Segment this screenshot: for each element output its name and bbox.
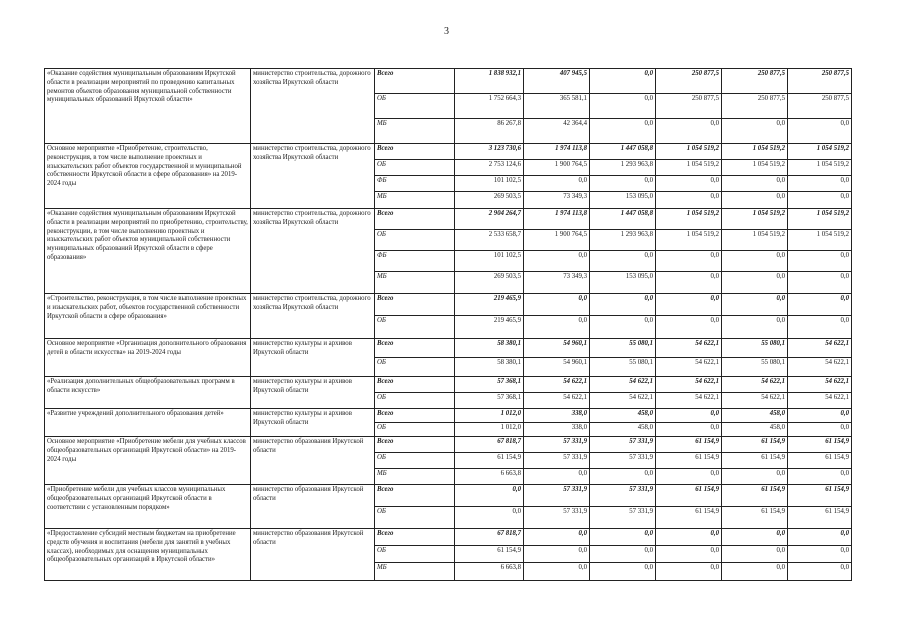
funding-source: Всего	[375, 529, 455, 546]
amount-year: 57 331,9	[524, 507, 590, 529]
funding-source: ОБ	[375, 423, 455, 437]
amount-year: 338,0	[524, 423, 590, 437]
amount-total: 0,0	[455, 485, 524, 507]
amount-year: 73 349,3	[524, 272, 590, 294]
amount-year: 61 154,9	[722, 507, 788, 529]
amount-year: 0,0	[722, 546, 788, 563]
amount-year: 54 622,1	[722, 393, 788, 409]
amount-year: 54 622,1	[656, 393, 722, 409]
amount-year: 54 622,1	[656, 339, 722, 358]
amount-year: 0,0	[788, 316, 852, 339]
program-executor: министерство культуры и архивов Иркутской области	[251, 377, 375, 409]
budget-row	[45, 437, 852, 453]
amount-year: 1 054 519,2	[656, 209, 722, 230]
amount-year: 55 080,1	[722, 339, 788, 358]
amount-year: 250 877,5	[788, 94, 852, 119]
budget-row	[45, 409, 852, 423]
amount-year: 54 622,1	[788, 358, 852, 377]
amount-year: 57 331,9	[590, 485, 656, 507]
amount-year: 0,0	[524, 469, 590, 485]
amount-year: 0,0	[590, 469, 656, 485]
amount-year: 0,0	[656, 423, 722, 437]
funding-source: МБ	[375, 469, 455, 485]
amount-year: 57 331,9	[524, 437, 590, 453]
program-executor: министерство образования Иркутской области	[251, 437, 375, 485]
amount-year: 54 960,1	[524, 339, 590, 358]
amount-year: 0,0	[656, 409, 722, 423]
amount-year: 0,0	[524, 176, 590, 192]
amount-year: 54 622,1	[656, 377, 722, 393]
amount-year: 1 054 519,2	[788, 209, 852, 230]
amount-year: 458,0	[590, 409, 656, 423]
amount-year: 1 054 519,2	[656, 144, 722, 160]
amount-year: 0,0	[656, 546, 722, 563]
amount-year: 1 054 519,2	[722, 160, 788, 176]
amount-total: 0,0	[455, 507, 524, 529]
amount-year: 0,0	[656, 563, 722, 581]
budget-row	[45, 377, 852, 393]
program-executor: министерство строительства, дорожного хозяйства Иркутской области	[251, 209, 375, 294]
program-name: «Реализация дополнительных общеобразовательных программ в области искусств»	[45, 377, 251, 409]
amount-year: 0,0	[656, 316, 722, 339]
program-name: «Строительство, реконструкция, в том числе выполнение проектных и изыскательских работ, объектов государственной собственности Иркутской области в сфере образования»	[45, 294, 251, 339]
amount-total: 219 465,9	[455, 294, 524, 316]
funding-source: Всего	[375, 294, 455, 316]
amount-total: 1 012,0	[455, 423, 524, 437]
program-name: Основное мероприятие «Организация дополнительного образования детей в области искусства» на 2019-2024 годы	[45, 339, 251, 377]
amount-year: 0,0	[656, 272, 722, 294]
amount-total: 269 503,5	[455, 272, 524, 294]
funding-source: ОБ	[375, 453, 455, 469]
amount-year: 0,0	[788, 251, 852, 272]
amount-year: 54 622,1	[788, 339, 852, 358]
program-name: «Развитие учреждений дополнительного образования детей»	[45, 409, 251, 437]
budget-table	[44, 68, 852, 581]
amount-total: 1 838 932,1	[455, 69, 524, 94]
amount-year: 0,0	[722, 119, 788, 144]
amount-year: 0,0	[524, 529, 590, 546]
funding-source: ФБ	[375, 251, 455, 272]
funding-source: ОБ	[375, 316, 455, 339]
amount-year: 1 974 113,8	[524, 144, 590, 160]
program-executor: министерство строительства, дорожного хозяйства Иркутской области	[251, 69, 375, 144]
budget-row	[45, 69, 852, 94]
funding-source: Всего	[375, 485, 455, 507]
amount-year: 54 622,1	[788, 393, 852, 409]
amount-year: 0,0	[590, 69, 656, 94]
amount-year: 365 581,1	[524, 94, 590, 119]
amount-year: 0,0	[722, 272, 788, 294]
funding-source: МБ	[375, 272, 455, 294]
amount-total: 3 123 730,6	[455, 144, 524, 160]
amount-year: 61 154,9	[722, 437, 788, 453]
amount-year: 407 945,5	[524, 69, 590, 94]
amount-total: 1 752 664,3	[455, 94, 524, 119]
program-name: Основное мероприятие «Приобретение, строительство, реконструкция, в том числе выполнение проектных и изыскательских работ объектов государственной и муниципальной собственности Иркутской области в сфере образования» на 2019-2024 годы	[45, 144, 251, 209]
amount-year: 0,0	[524, 294, 590, 316]
amount-year: 54 622,1	[656, 358, 722, 377]
budget-row	[45, 339, 852, 358]
amount-year: 57 331,9	[590, 453, 656, 469]
amount-year: 61 154,9	[722, 453, 788, 469]
amount-total: 61 154,9	[455, 453, 524, 469]
amount-year: 0,0	[590, 563, 656, 581]
budget-table-body	[45, 69, 852, 581]
amount-year: 0,0	[524, 546, 590, 563]
funding-source: Всего	[375, 409, 455, 423]
amount-year: 61 154,9	[656, 437, 722, 453]
amount-year: 61 154,9	[656, 485, 722, 507]
amount-year: 0,0	[656, 251, 722, 272]
amount-year: 54 960,1	[524, 358, 590, 377]
amount-year: 250 877,5	[722, 94, 788, 119]
amount-year: 0,0	[788, 176, 852, 192]
budget-row	[45, 209, 852, 230]
program-name: «Приобретение мебели для учебных классов муниципальных общеобразовательных организаций Иркутской области в соответствии с установленным порядком»	[45, 485, 251, 529]
amount-year: 0,0	[590, 251, 656, 272]
amount-year: 0,0	[722, 316, 788, 339]
amount-year: 0,0	[656, 119, 722, 144]
program-executor: министерство образования Иркутской области	[251, 485, 375, 529]
amount-year: 0,0	[590, 119, 656, 144]
amount-year: 55 080,1	[590, 358, 656, 377]
funding-source: МБ	[375, 563, 455, 581]
amount-year: 61 154,9	[656, 453, 722, 469]
program-name: «Оказание содействия муниципальным образованиям Иркутской области в реализации мероприятий по приобретению, строительству, реконструкции, в том числе выполнению проектных и изыскательских работ объектов муниципальной собственности муниципальных образований Иркутской области в сфере образования»	[45, 209, 251, 294]
program-name: «Предоставление субсидий местным бюджетам на приобретение средств обучения и воспитания (мебели для занятий в учебных классах), необходимых для оснащения муниципальных общеобразовательных организаций в Иркутской области»	[45, 529, 251, 581]
amount-total: 6 663,8	[455, 469, 524, 485]
amount-year: 61 154,9	[788, 485, 852, 507]
program-executor: министерство строительства, дорожного хозяйства Иркутской области	[251, 294, 375, 339]
amount-year: 458,0	[722, 423, 788, 437]
amount-year: 61 154,9	[788, 437, 852, 453]
funding-source: ОБ	[375, 230, 455, 251]
amount-year: 0,0	[788, 529, 852, 546]
funding-source: ОБ	[375, 546, 455, 563]
amount-year: 1 293 963,8	[590, 160, 656, 176]
amount-year: 1 447 058,8	[590, 209, 656, 230]
amount-year: 1 447 058,8	[590, 144, 656, 160]
funding-source: Всего	[375, 144, 455, 160]
amount-year: 0,0	[722, 469, 788, 485]
amount-year: 1 054 519,2	[788, 230, 852, 251]
amount-year: 0,0	[788, 294, 852, 316]
program-name: «Оказание содействия муниципальным образованиям Иркутской области в реализации мероприятий по проведению капитальных ремонтов объектов образования муниципальной собственности муниципальных образований Иркутской области»	[45, 69, 251, 144]
amount-year: 1 054 519,2	[788, 160, 852, 176]
amount-year: 1 900 764,5	[524, 160, 590, 176]
budget-row	[45, 529, 852, 546]
amount-year: 57 331,9	[590, 507, 656, 529]
amount-year: 0,0	[590, 546, 656, 563]
amount-year: 54 622,1	[788, 377, 852, 393]
amount-year: 61 154,9	[788, 507, 852, 529]
amount-total: 58 380,1	[455, 339, 524, 358]
amount-year: 0,0	[722, 192, 788, 209]
amount-year: 1 054 519,2	[656, 160, 722, 176]
amount-year: 0,0	[656, 294, 722, 316]
amount-total: 2 533 658,7	[455, 230, 524, 251]
amount-year: 0,0	[722, 176, 788, 192]
amount-year: 0,0	[788, 272, 852, 294]
funding-source: Всего	[375, 437, 455, 453]
amount-total: 219 465,9	[455, 316, 524, 339]
amount-year: 250 877,5	[656, 94, 722, 119]
amount-year: 250 877,5	[656, 69, 722, 94]
amount-year: 1 054 519,2	[722, 144, 788, 160]
amount-year: 0,0	[788, 469, 852, 485]
amount-total: 58 380,1	[455, 358, 524, 377]
funding-source: ОБ	[375, 160, 455, 176]
amount-year: 0,0	[788, 409, 852, 423]
amount-year: 1 054 519,2	[722, 230, 788, 251]
amount-year: 0,0	[590, 176, 656, 192]
amount-year: 54 622,1	[590, 393, 656, 409]
amount-year: 0,0	[524, 251, 590, 272]
funding-source: ОБ	[375, 358, 455, 377]
amount-year: 250 877,5	[788, 69, 852, 94]
funding-source: ОБ	[375, 507, 455, 529]
amount-total: 57 368,1	[455, 377, 524, 393]
amount-year: 54 622,1	[524, 393, 590, 409]
amount-total: 57 368,1	[455, 393, 524, 409]
amount-year: 55 080,1	[722, 358, 788, 377]
amount-year: 0,0	[656, 469, 722, 485]
amount-year: 61 154,9	[788, 453, 852, 469]
amount-year: 338,0	[524, 409, 590, 423]
amount-year: 73 349,3	[524, 192, 590, 209]
amount-year: 54 622,1	[590, 377, 656, 393]
program-executor: министерство культуры и архивов Иркутской области	[251, 339, 375, 377]
amount-total: 101 102,5	[455, 176, 524, 192]
funding-source: Всего	[375, 377, 455, 393]
amount-year: 1 293 963,8	[590, 230, 656, 251]
page-number: 3	[444, 26, 449, 37]
amount-year: 0,0	[590, 294, 656, 316]
program-executor: министерство образования Иркутской области	[251, 529, 375, 581]
amount-year: 250 877,5	[722, 69, 788, 94]
funding-source: МБ	[375, 119, 455, 144]
amount-total: 67 818,7	[455, 529, 524, 546]
amount-year: 153 095,0	[590, 272, 656, 294]
program-name: Основное мероприятие «Приобретение мебели для учебных классов общеобразовательных организаций Иркутской области» на 2019-2024 годы	[45, 437, 251, 485]
amount-year: 0,0	[524, 563, 590, 581]
amount-year: 57 331,9	[524, 485, 590, 507]
amount-year: 1 974 113,8	[524, 209, 590, 230]
amount-year: 0,0	[788, 546, 852, 563]
amount-year: 0,0	[722, 563, 788, 581]
amount-year: 54 622,1	[722, 377, 788, 393]
amount-year: 0,0	[722, 529, 788, 546]
funding-source: Всего	[375, 209, 455, 230]
amount-year: 0,0	[788, 423, 852, 437]
amount-year: 1 054 519,2	[788, 144, 852, 160]
amount-year: 42 364,4	[524, 119, 590, 144]
budget-row	[45, 294, 852, 316]
amount-year: 0,0	[656, 192, 722, 209]
amount-year: 1 054 519,2	[722, 209, 788, 230]
amount-year: 0,0	[590, 316, 656, 339]
amount-year: 1 900 764,5	[524, 230, 590, 251]
amount-year: 0,0	[656, 176, 722, 192]
amount-year: 0,0	[788, 192, 852, 209]
amount-total: 269 503,5	[455, 192, 524, 209]
amount-year: 0,0	[722, 294, 788, 316]
amount-year: 61 154,9	[656, 507, 722, 529]
amount-total: 61 154,9	[455, 546, 524, 563]
amount-year: 1 054 519,2	[656, 230, 722, 251]
funding-source: Всего	[375, 339, 455, 358]
amount-total: 2 753 124,6	[455, 160, 524, 176]
funding-source: ОБ	[375, 393, 455, 409]
amount-year: 0,0	[524, 316, 590, 339]
amount-total: 2 904 264,7	[455, 209, 524, 230]
amount-total: 101 102,5	[455, 251, 524, 272]
funding-source: МБ	[375, 192, 455, 209]
budget-row	[45, 144, 852, 160]
amount-total: 6 663,8	[455, 563, 524, 581]
amount-total: 1 012,0	[455, 409, 524, 423]
amount-year: 0,0	[722, 251, 788, 272]
program-executor: министерство культуры и архивов Иркутской области	[251, 409, 375, 437]
funding-source: Всего	[375, 69, 455, 94]
program-executor: министерство строительства, дорожного хозяйства Иркутской области	[251, 144, 375, 209]
amount-year: 0,0	[788, 119, 852, 144]
amount-year: 57 331,9	[524, 453, 590, 469]
amount-year: 458,0	[590, 423, 656, 437]
budget-row	[45, 485, 852, 507]
amount-year: 61 154,9	[722, 485, 788, 507]
amount-year: 153 095,0	[590, 192, 656, 209]
amount-year: 57 331,9	[590, 437, 656, 453]
amount-year: 55 080,1	[590, 339, 656, 358]
amount-year: 458,0	[722, 409, 788, 423]
amount-year: 54 622,1	[524, 377, 590, 393]
amount-total: 67 818,7	[455, 437, 524, 453]
amount-year: 0,0	[656, 529, 722, 546]
amount-year: 0,0	[788, 563, 852, 581]
amount-year: 0,0	[590, 94, 656, 119]
funding-source: ОБ	[375, 94, 455, 119]
funding-source: ФБ	[375, 176, 455, 192]
amount-total: 86 267,8	[455, 119, 524, 144]
amount-year: 0,0	[590, 529, 656, 546]
